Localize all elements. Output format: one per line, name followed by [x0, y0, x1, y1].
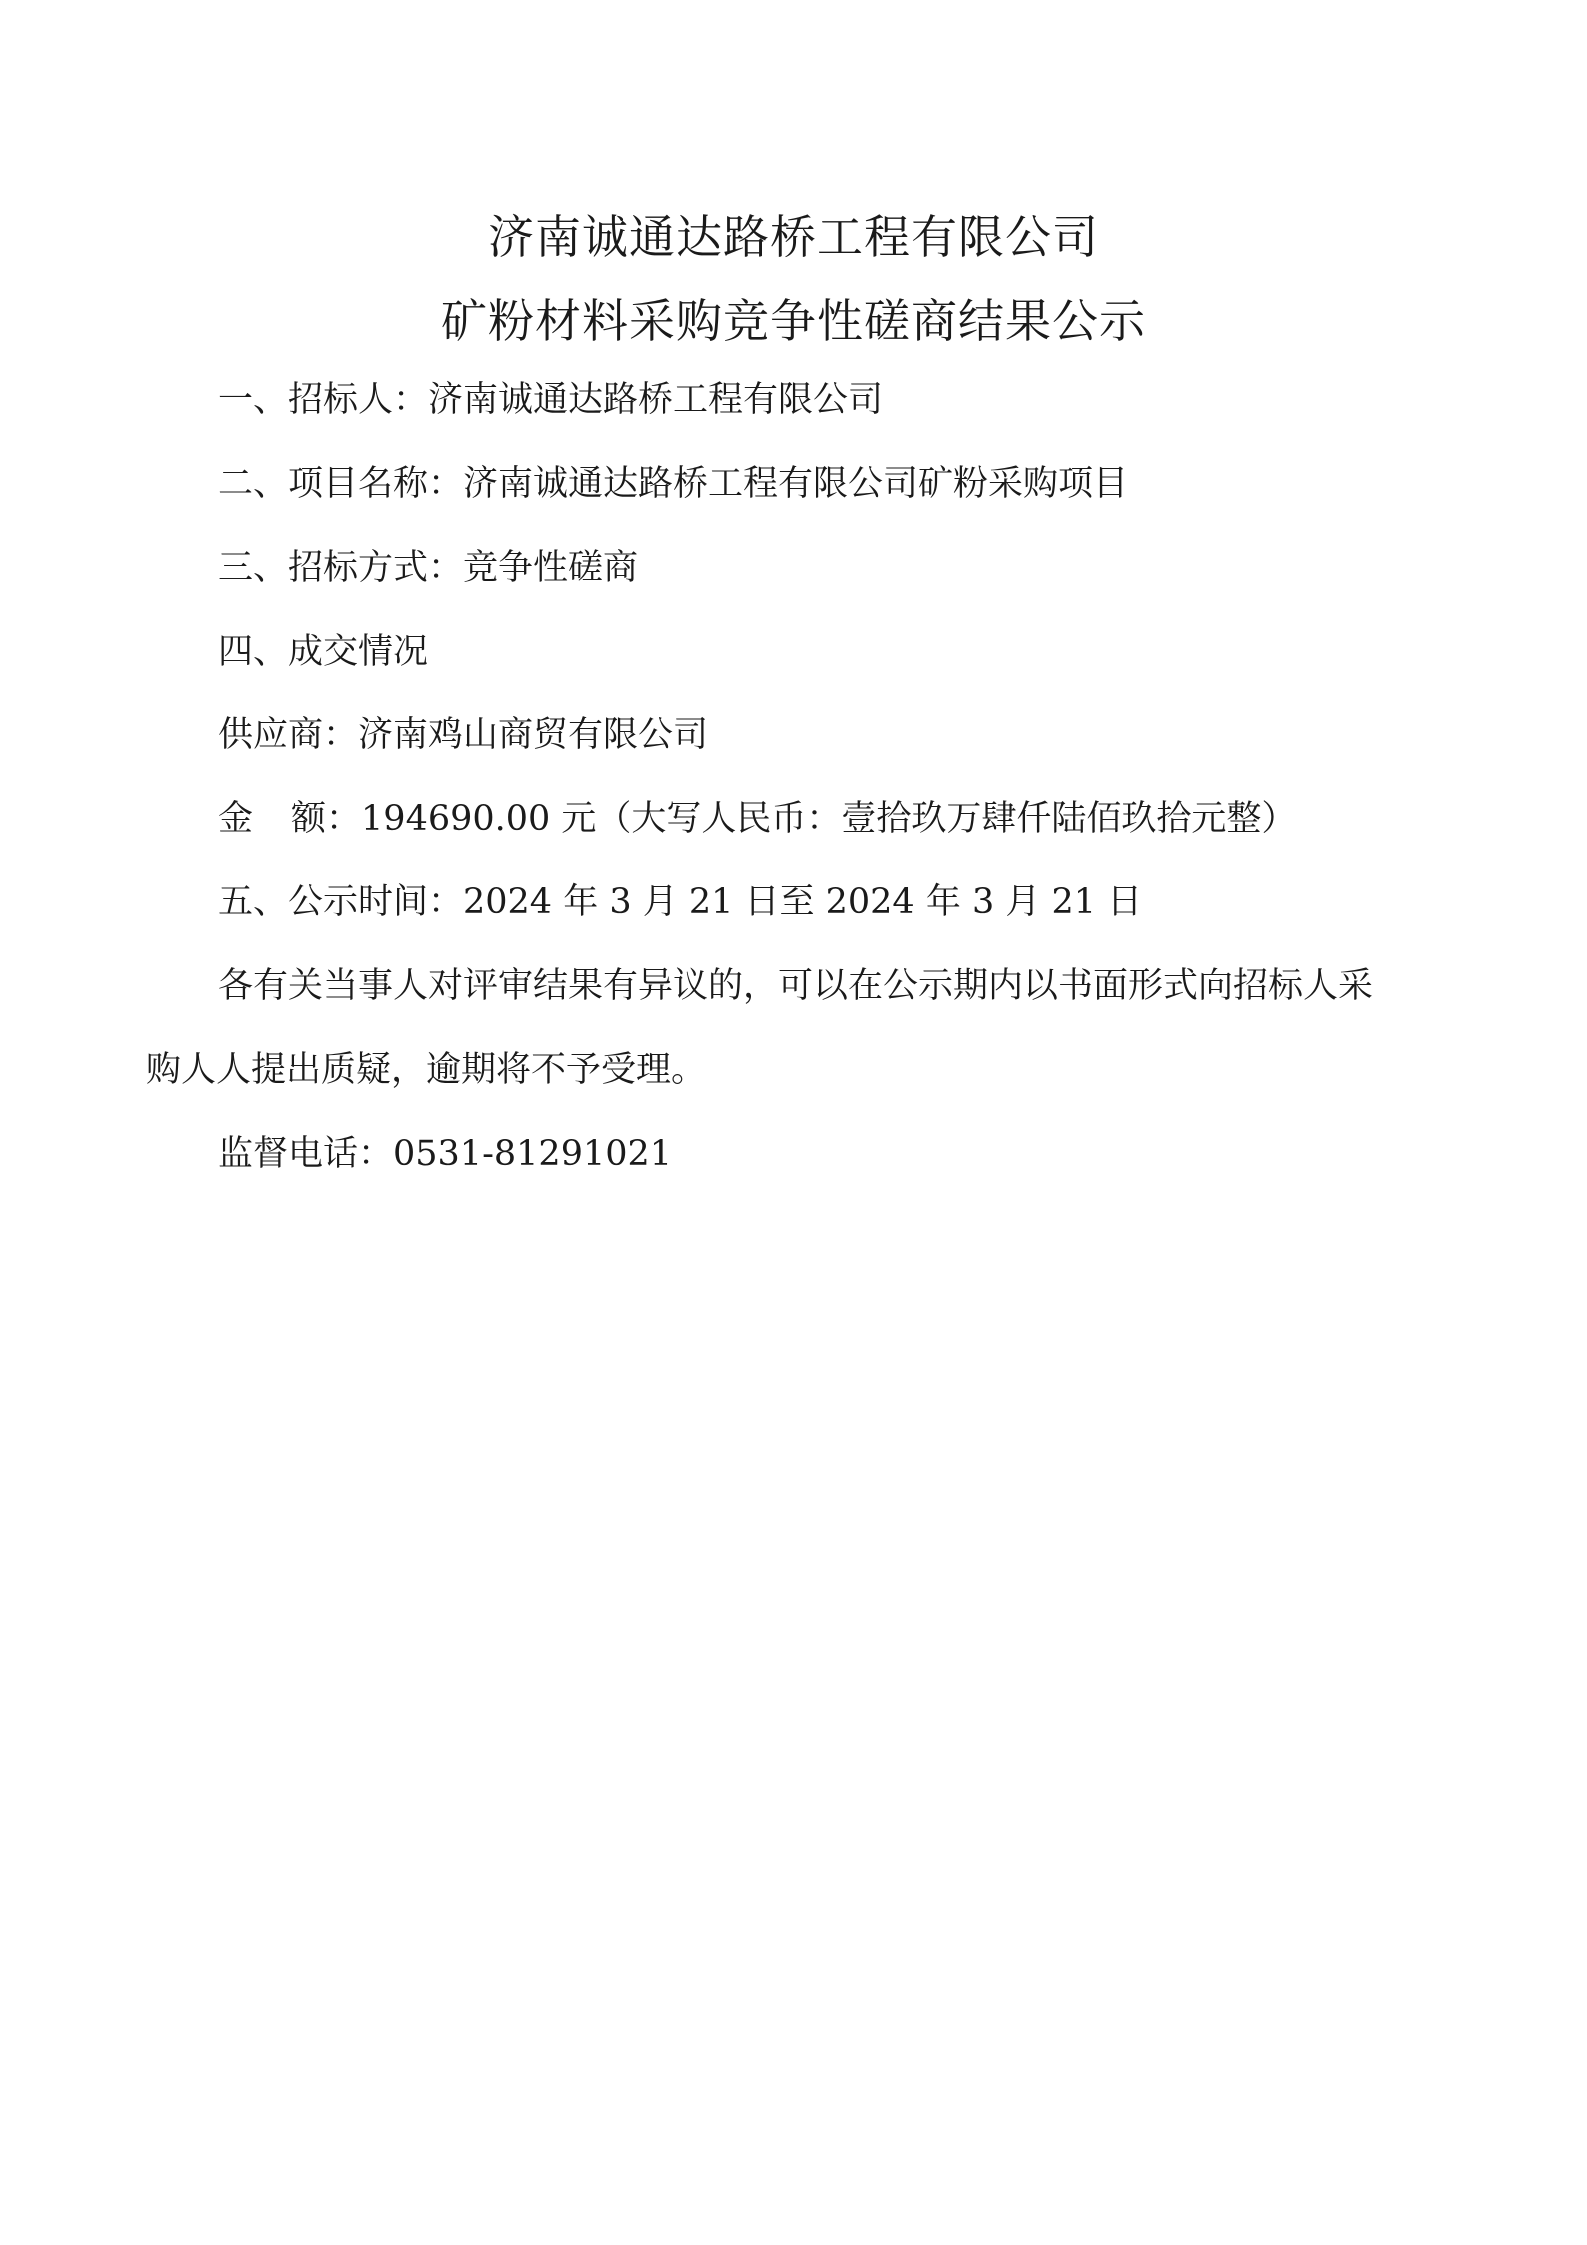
tenderer-line: 一、招标人：济南诚通达路桥工程有限公司 — [218, 380, 884, 420]
objection-line-1: 各有关当事人对评审结果有异议的，可以在公示期内以书面形式向招标人采 — [218, 966, 1374, 1006]
deal-heading: 四、成交情况 — [218, 632, 429, 672]
publicity-time-line: 五、公示时间：2024 年 3 月 21 日至 2024 年 3 月 21 日 — [218, 882, 1143, 922]
supplier-line: 供应商：济南鸡山商贸有限公司 — [218, 715, 709, 755]
project-name-line: 二、项目名称：济南诚通达路桥工程有限公司矿粉采购项目 — [218, 464, 1129, 504]
document-title-subject: 矿粉材料采购竞争性磋商结果公示 — [441, 294, 1146, 348]
supervision-phone-line: 监督电话：0531-81291021 — [218, 1134, 673, 1174]
amount-label — [218, 797, 361, 841]
amount-label-first: 金 — [218, 799, 254, 839]
amount-value: 194690.00 元（大写人民币：壹拾玖万肆仟陆佰玖拾元整） — [361, 799, 1297, 839]
tender-method-line: 三、招标方式：竞争性磋商 — [218, 548, 639, 588]
objection-line-2: 购人人提出质疑，逾期将不予受理。 — [146, 1050, 707, 1090]
amount-label-second: 额： — [291, 799, 362, 839]
document-title-company: 济南诚通达路桥工程有限公司 — [488, 210, 1099, 264]
amount-line — [218, 797, 1296, 841]
